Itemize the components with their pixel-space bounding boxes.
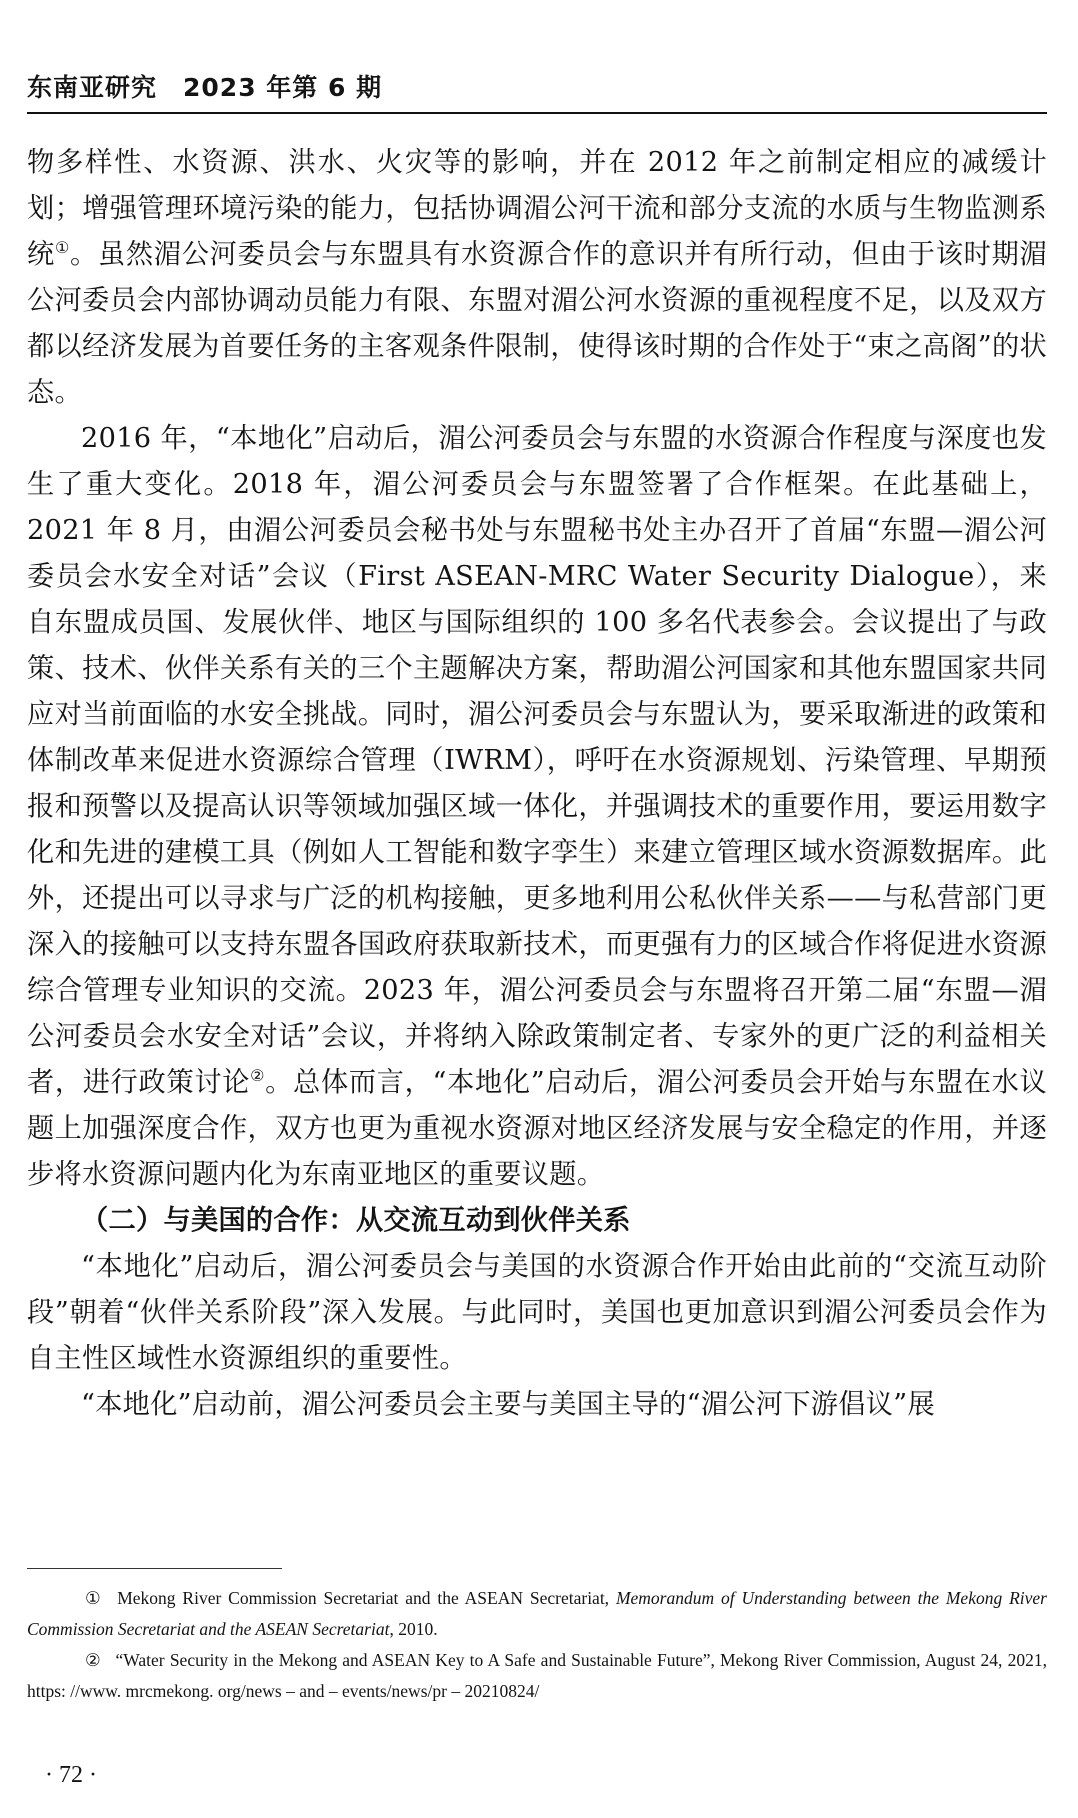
footnote-mark-2: ② <box>85 1650 102 1670</box>
journal-title: 东南亚研究 <box>27 73 158 102</box>
paragraph-2: 2016 年，“本地化”启动后，湄公河委员会与东盟的水资源合作程度与深度也发生了重大变化。2018 年，湄公河委员会与东盟签署了合作框架。在此基础上，2021 年 8 月，由湄公河委员会秘书处与东盟秘书处主办召开了首届“东盟—湄公河委员会水安全对话”会议（First ASEAN-MRC Water Security Dialogue），来自东盟成员国、发展伙伴、地区与国际组织的 100 多名代表参会。会议提出了与政策、技术、伙伴关系有关的三个主题解决方案，帮助湄公河国家和其他东盟国家共同应对当前面临的水安全挑战。同时，湄公河委员会与东盟认为，要采取渐进的政策和体制改革来促进水资源综合管理（IWRM），呼吁在水资源规划、污染管理、早期预报和预警以及提高认识等领域加强区域一体化，并强调技术的重要作用，要运用数字化和先进的建模工具（例如人工智能和数字孪生）来建立管理区域水资源数据库。此外，还提出可以寻求与广泛的机构接触，更多地利用公私伙伴关系——与私营部门更深入的接触可以支持东盟各国政府获取新技术，而更强有力的区域合作将促进水资源综合管理专业知识的交流。2023 年，湄公河委员会与东盟将召开第二届“东盟—湄公河委员会水安全对话”会议，并将纳入除政策制定者、专家外的更广泛的利益相关者，进行政策讨论②。总体而言，“本地化”启动后，湄公河委员会开始与东盟在水议题上加强深度合作，双方也更为重视水资源对地区经济发展与安全稳定的作用，并逐步将水资源问题内化为东南亚地区的重要议题。 <box>27 423 1047 1190</box>
issue-label: 2023 年第 6 期 <box>183 73 383 102</box>
body-text <box>27 140 1047 1428</box>
header-rule <box>27 112 1047 114</box>
running-header <box>27 68 1047 108</box>
footnote-1: ① Mekong River Commission Secretariat and the ASEAN Secretariat, Memorandum of Understanding between the Mekong River Commission Secretariat and the ASEAN Secretariat, 2010. <box>27 1588 1047 1639</box>
footnote-mark-1: ① <box>85 1588 104 1608</box>
section-subheading: （二）与美国的合作：从交流互动到伙伴关系 <box>81 1205 631 1236</box>
footnote-1-title: Memorandum of Understanding between the Mekong River Commission Secretariat and the ASEAN Secretariat <box>27 1588 1047 1639</box>
page-number: · 72 · <box>45 1762 97 1788</box>
footnote-rule <box>27 1568 282 1569</box>
paragraph-4: “本地化”启动前，湄公河委员会主要与美国主导的“湄公河下游倡议”展 <box>81 1389 935 1420</box>
footnote-ref-2[interactable]: ② <box>250 1065 266 1085</box>
paragraph-1: 物多样性、水资源、洪水、火灾等的影响，并在 2012 年之前制定相应的减缓计划；增强管理环境污染的能力，包括协调湄公河干流和部分支流的水质与生物监测系统①。虽然湄公河委员会与东盟具有水资源合作的意识并有所行动，但由于该时期湄公河委员会内部协调动员能力有限、东盟对湄公河水资源的重视程度不足，以及双方都以经济发展为首要任务的主客观条件限制，使得该时期的合作处于“束之高阁”的状态。 <box>27 147 1047 408</box>
footnotes <box>27 1583 1047 1707</box>
footnote-ref-1[interactable]: ① <box>54 237 71 257</box>
paragraph-3: “本地化”启动后，湄公河委员会与美国的水资源合作开始由此前的“交流互动阶段”朝着“伙伴关系阶段”深入发展。与此同时，美国也更加意识到湄公河委员会作为自主性区域性水资源组织的重要性。 <box>27 1251 1047 1374</box>
footnote-2: ② “Water Security in the Mekong and ASEAN Key to A Safe and Sustainable Future”, Mekong River Commission, August 24, 2021, https: //www. mrcmekong. org/news – and – events/news/pr – 20210824/ <box>27 1650 1047 1701</box>
